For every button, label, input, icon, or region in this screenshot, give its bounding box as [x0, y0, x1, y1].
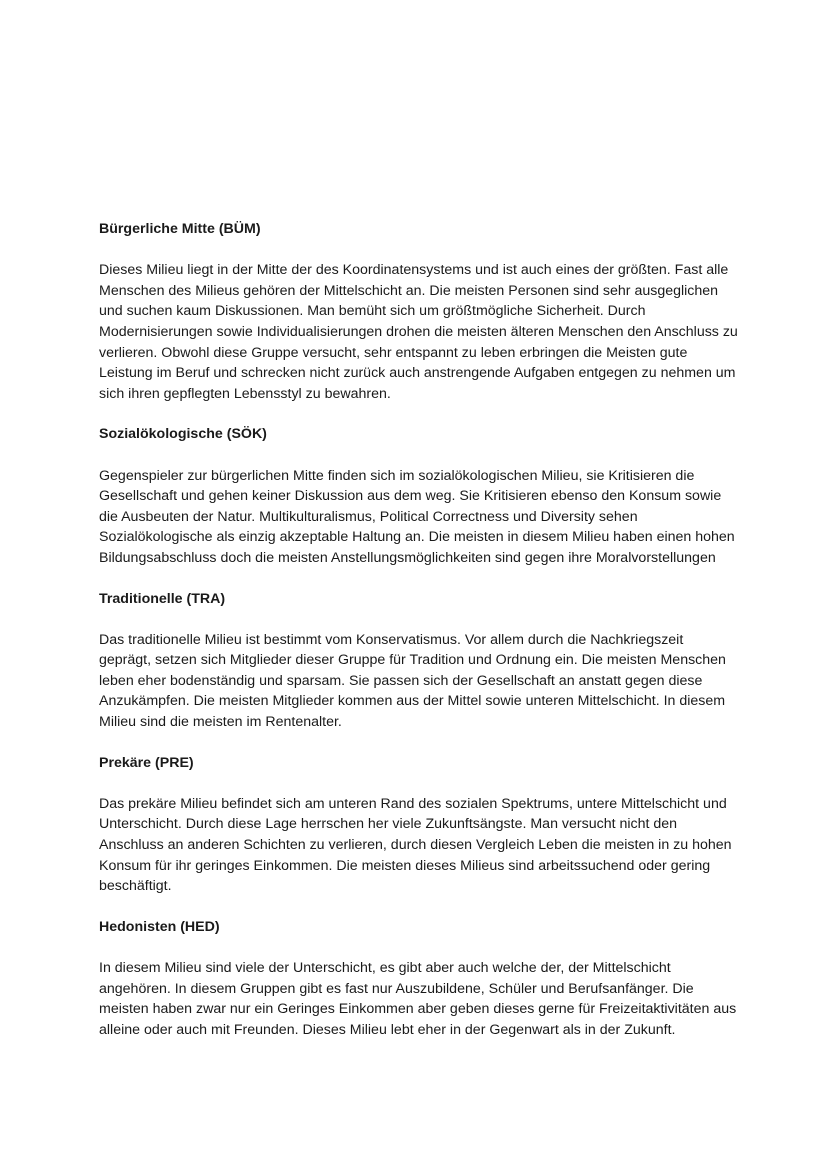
section-traditionelle: [99, 589, 739, 733]
section-hedonisten: [99, 917, 739, 1041]
section-heading: Bürgerliche Mitte (BÜM): [99, 221, 261, 237]
section-paragraph: In diesem Milieu sind viele der Unterschicht, es gibt aber auch welche der, der Mittelschicht angehören. In diesem Gruppen gibt es fast nur Auszubildene, Schüler und Berufsanfänger. Die meisten haben zwar nur ein Geringes Einkommen aber geben dieses gerne für Freizeitaktivitäten aus alleine oder auch mit Freunden. Dieses Milieu lebt eher in der Gegenwart als in der Zukunft.: [99, 960, 737, 1038]
section-prekaere: [99, 753, 739, 897]
section-buergerliche-mitte: [99, 219, 739, 404]
section-heading: Sozialökologische (SÖK): [99, 426, 267, 443]
section-paragraph: Das prekäre Milieu befindet sich am unteren Rand des sozialen Spektrums, untere Mittelschicht und Unterschicht. Durch diese Lage herrschen her viele Zukunftsängste. Man versucht nicht den Anschluss an anderen Schichten zu verlieren, durch diesen Vergleich Leben die meisten in zu hohen Konsum für ihr geringes Einkommen. Die meisten dieses Milieus sind arbeitssuchend oder gering beschäftigt.: [99, 795, 732, 895]
document-body: [99, 219, 739, 1060]
section-paragraph: Dieses Milieu liegt in der Mitte der des Koordinatensystems und ist auch eines der größten. Fast alle Menschen des Milieus gehören der Mittelschicht an. Die meisten Personen sind sehr ausgeglichen und suchen kaum Diskussionen. Man bemüht sich um größtmögliche Sicherheit. Durch Modernisierungen sowie Individualisierungen drohen die meisten älteren Menschen den Anschluss zu verlieren. Obwohl diese Gruppe versucht, sehr entspannt zu leben erbringen die Meisten gute Leistung im Beruf und schrecken nicht zurück auch anstrengende Aufgaben entgegen zu nehmen um sich ihren gepflegten Lebensstyl zu bewahren.: [99, 262, 738, 402]
section-paragraph: Gegenspieler zur bürgerlichen Mitte finden sich im sozialökologischen Milieu, sie Kritisieren die Gesellschaft und gehen keiner Diskussion aus dem weg. Sie Kritisieren ebenso den Konsum sowie die Ausbeuten der Natur. Multikulturalismus, Political Correctness und Diversity sehen Sozialökologische als einzig akzeptable Haltung an. Die meisten in diesem Milieu haben einen hohen Bildungsabschluss doch die meisten Anstellungsmöglichkeiten sind gegen ihre Moralvorstellungen: [99, 467, 735, 566]
section-paragraph: Das traditionelle Milieu ist bestimmt vom Konservatismus. Vor allem durch die Nachkriegszeit geprägt, setzen sich Mitglieder dieser Gruppe für Tradition und Ordnung ein. Die meisten Menschen leben eher bodenständig und sparsam. Sie passen sich der Gesellschaft an anstatt gegen diese Anzukämpfen. Die meisten Mitglieder kommen aus der Mittel sowie unteren Mittelschicht. In diesem Milieu sind die meisten im Rentenalter.: [99, 631, 726, 731]
section-heading: Hedonisten (HED): [99, 918, 220, 935]
section-heading: Traditionelle (TRA): [99, 590, 226, 607]
section-sozialoekologische: [99, 424, 739, 568]
section-heading: Prekäre (PRE): [99, 754, 194, 771]
